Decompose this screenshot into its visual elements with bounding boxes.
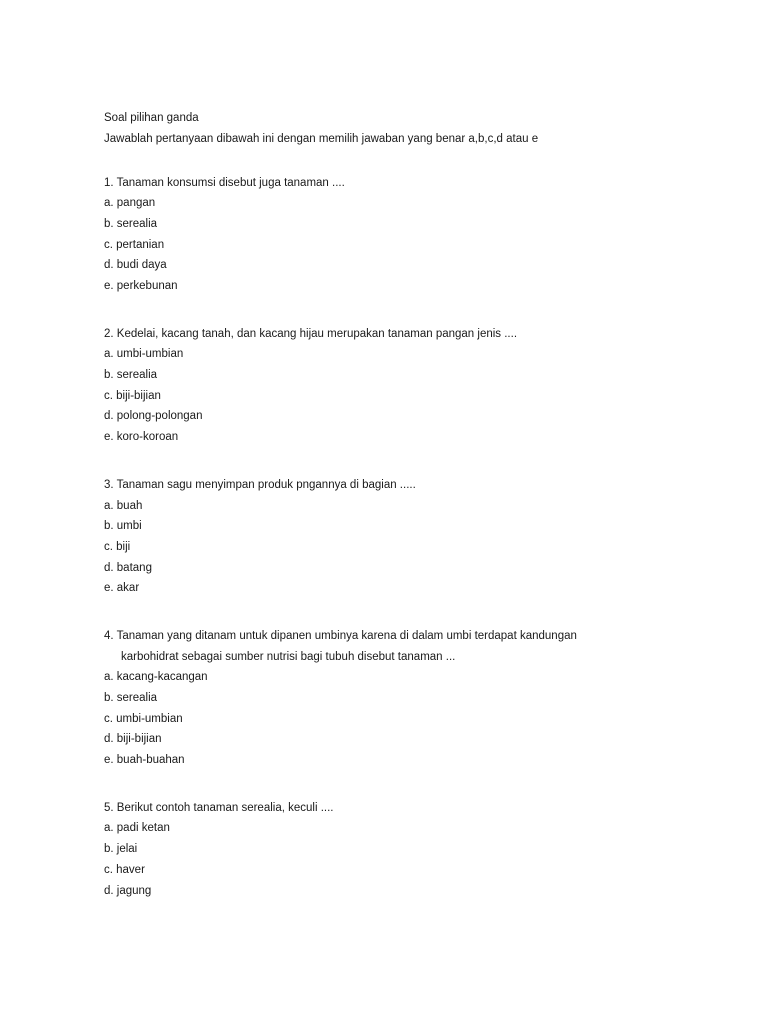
question-text: 3. Tanaman sagu menyimpan produk pngannya di bagian .....	[104, 478, 416, 491]
document-instruction: Jawablah pertanyaan dibawah ini dengan memilih jawaban yang benar a,b,c,d atau e	[104, 132, 539, 145]
answer-option-c: c. pertanian	[104, 238, 165, 251]
answer-option-b: b. serealia	[104, 217, 158, 230]
answer-option-d: d. batang	[104, 561, 152, 574]
question-text: 1. Tanaman konsumsi disebut juga tanaman ....	[104, 176, 345, 189]
question-2	[104, 324, 744, 448]
answer-option-a: a. kacang-kacangan	[104, 671, 208, 684]
question-text-continued: karbohidrat sebagai sumber nutrisi bagi tubuh disebut tanaman ...	[121, 650, 456, 663]
answer-option-d: d. jagung	[104, 884, 152, 897]
answer-option-e: e. koro-koroan	[104, 431, 179, 444]
question-4	[104, 626, 744, 771]
answer-option-a: a. umbi-umbian	[104, 348, 184, 361]
document-header	[104, 108, 744, 150]
document-title: Soal pilihan ganda	[104, 112, 199, 124]
question-text: 4. Tanaman yang ditanam untuk dipanen umbinya karena di dalam umbi terdapat kandungan	[104, 629, 577, 642]
question-5	[104, 798, 744, 901]
answer-option-d: d. polong-polongan	[104, 410, 203, 423]
answer-option-b: b. serealia	[104, 692, 158, 705]
answer-option-e: e. buah-buahan	[104, 754, 185, 767]
answer-option-c: c. biji-bijian	[104, 389, 161, 402]
answer-option-b: b. umbi	[104, 520, 142, 533]
question-text: 2. Kedelai, kacang tanah, dan kacang hijau merupakan tanaman pangan jenis ....	[104, 327, 518, 340]
question-1	[104, 173, 744, 297]
answer-option-c: c. umbi-umbian	[104, 712, 183, 725]
question-text: 5. Berikut contoh tanaman serealia, keculi ....	[104, 801, 334, 814]
answer-option-b: b. jelai	[104, 843, 138, 856]
answer-option-c: c. biji	[104, 540, 131, 553]
question-3	[104, 475, 744, 599]
answer-option-a: a. buah	[104, 499, 143, 512]
answer-option-a: a. padi ketan	[104, 822, 170, 835]
answer-option-c: c. haver	[104, 863, 145, 876]
answer-option-e: e. perkebunan	[104, 280, 178, 293]
answer-option-d: d. budi daya	[104, 259, 167, 272]
answer-option-b: b. serealia	[104, 369, 158, 382]
answer-option-e: e. akar	[104, 582, 140, 595]
answer-option-d: d. biji-bijian	[104, 733, 162, 746]
answer-option-a: a. pangan	[104, 197, 156, 210]
document-page	[104, 108, 744, 928]
